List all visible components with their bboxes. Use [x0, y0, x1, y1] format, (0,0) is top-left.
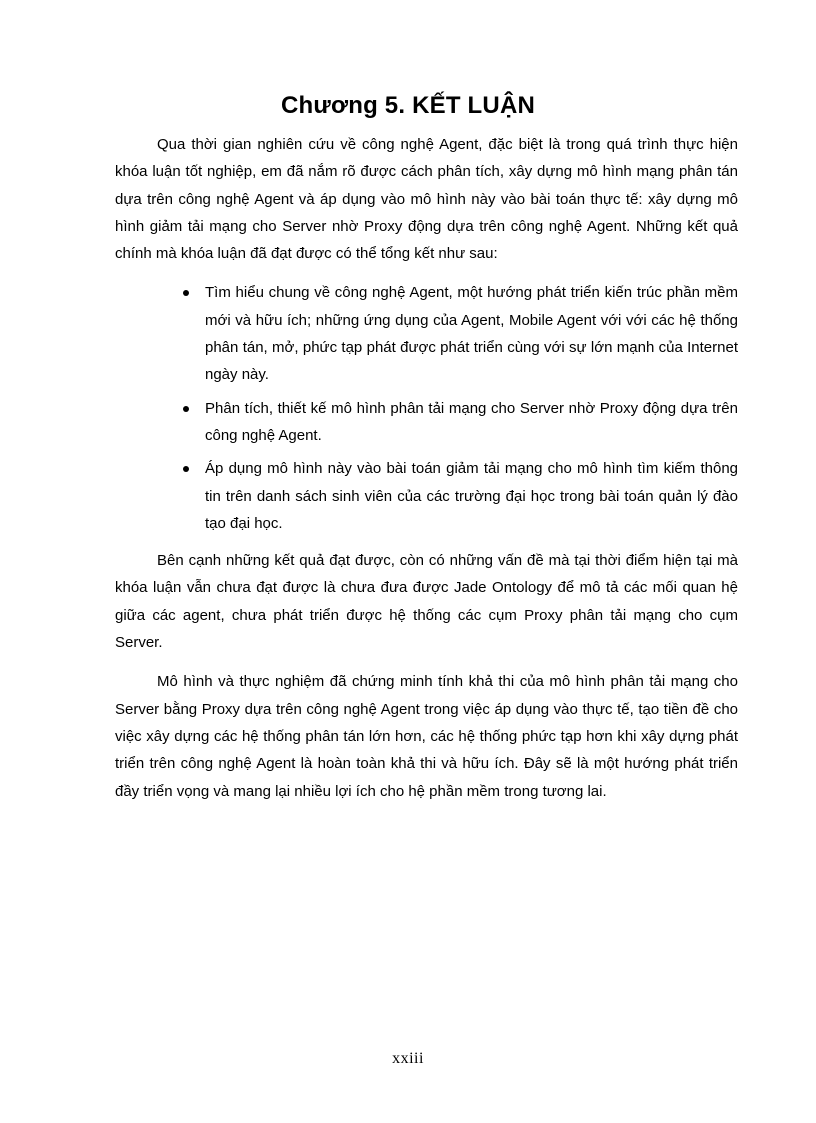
chapter-body [115, 131, 738, 817]
chapter-title: Chương 5. KẾT LUẬN [280, 92, 536, 119]
list-item-text: Áp dụng mô hình này vào bài toán giảm tải mạng cho mô hình tìm kiếm thông tin trên danh sách sinh viên của các trường đại học trong bài toán quản lý đào tạo đại học. [205, 460, 738, 532]
bullet-icon [183, 290, 189, 296]
list-item [115, 279, 738, 388]
limitations-paragraph: Bên cạnh những kết quả đạt được, còn có những vấn đề mà tại thời điểm hiện tại mà khóa luận vẫn chưa đạt được là chưa đưa được Jade Ontology để mô tả các mối quan hệ giữa các agent, chưa phát triển được hệ thống các cụm Proxy phân tải mạng cho cụm Server. [115, 552, 738, 652]
list-item-text: Tìm hiểu chung về công nghệ Agent, một hướng phát triển kiến trúc phần mềm mới và hữu ích; những ứng dụng của Agent, Mobile Agent với với các hệ thống phân tán, mở, phức tạp phát được phát triển cùng với sự lớn mạnh của Internet ngày này. [205, 284, 738, 384]
bullet-icon [183, 466, 189, 472]
list-item-text: Phân tích, thiết kế mô hình phân tải mạng cho Server nhờ Proxy động dựa trên công nghệ Agent. [205, 399, 738, 444]
bullet-icon [183, 406, 189, 412]
results-list [115, 279, 738, 537]
list-item [115, 455, 738, 537]
page-number: xxiii [392, 1050, 424, 1067]
list-item [115, 395, 738, 450]
intro-paragraph: Qua thời gian nghiên cứu về công nghệ Agent, đặc biệt là trong quá trình thực hiện khóa luận tốt nghiệp, em đã nắm rõ được cách phân tích, xây dựng mô hình mạng phân tán dựa trên công nghệ Agent và áp dụng vào mô hình này vào bài toán thực tế: xây dựng mô hình giảm tải mạng cho Server nhờ Proxy động dựa trên công nghệ Agent. Những kết quả chính mà khóa luận đã đạt được có thể tổng kết như sau: [115, 136, 738, 263]
outlook-paragraph: Mô hình và thực nghiệm đã chứng minh tính khả thi của mô hình phân tải mạng cho Server bằng Proxy dựa trên công nghệ Agent trong việc áp dụng vào thực tế, tạo tiền đề cho việc xây dựng các hệ thống phân tán lớn hơn, các hệ thống phức tạp hơn khi xây dựng phát triển trên công nghệ Agent là hoàn toàn khả thi và hữu ích. Đây sẽ là một hướng phát triển đầy triển vọng và mang lại nhiều lợi ích cho hệ phần mềm trong tương lai. [115, 673, 738, 800]
